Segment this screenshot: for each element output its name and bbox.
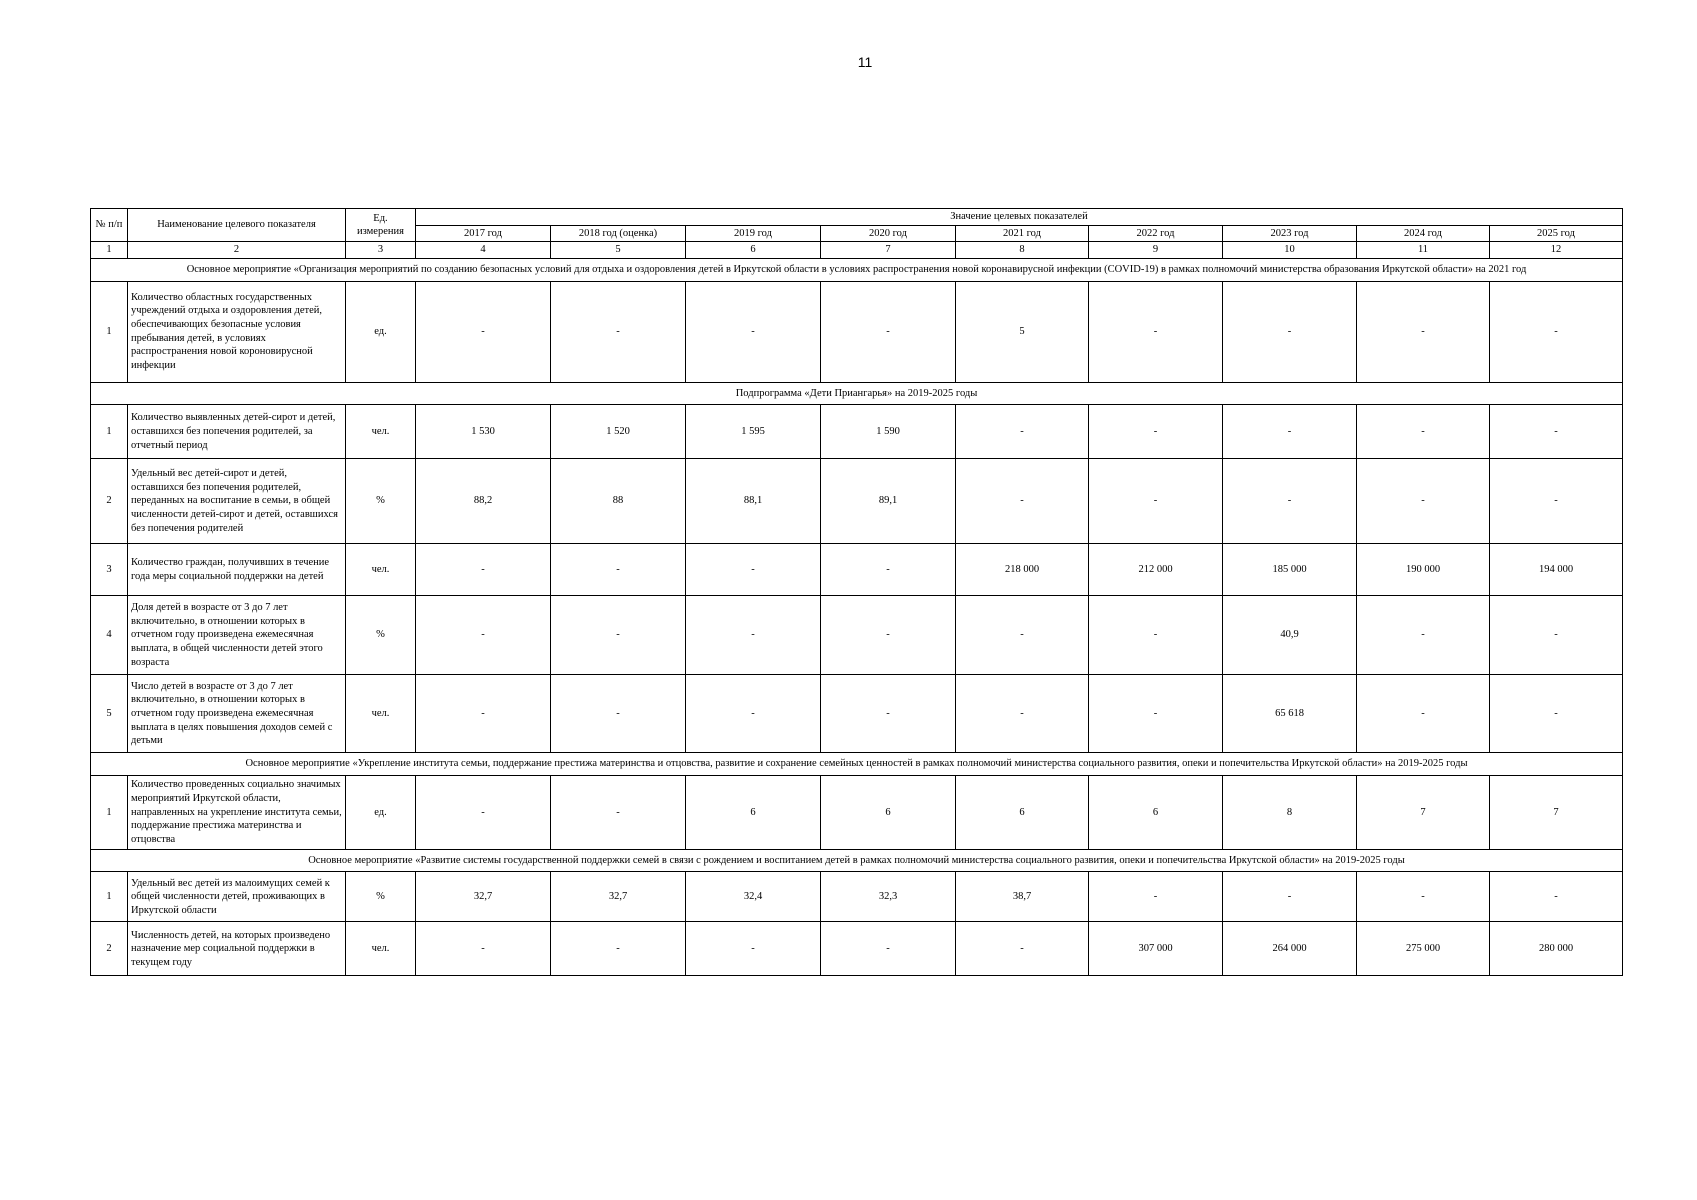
column-number: 8 (956, 242, 1089, 259)
year-value: 275 000 (1357, 922, 1490, 976)
table-row (91, 544, 1623, 596)
row-number: 1 (91, 405, 128, 459)
year-value: 1 590 (821, 405, 956, 459)
year-value: - (956, 405, 1089, 459)
section-title: Подпрограмма «Дети Приангарья» на 2019-2025 годы (91, 382, 1623, 405)
indicator-name: Количество выявленных детей-сирот и детей, оставшихся без попечения родителей, за отчетный период (128, 405, 346, 459)
table-row (91, 281, 1623, 382)
year-value: 194 000 (1490, 544, 1623, 596)
unit-of-measure: % (346, 872, 416, 922)
year-value: 280 000 (1490, 922, 1623, 976)
row-number: 2 (91, 459, 128, 544)
year-value: 185 000 (1223, 544, 1357, 596)
table-row (91, 596, 1623, 675)
year-value: - (551, 922, 686, 976)
year-value: 6 (1089, 775, 1223, 849)
row-number: 1 (91, 775, 128, 849)
column-number: 4 (416, 242, 551, 259)
year-value: 7 (1490, 775, 1623, 849)
year-value: - (956, 596, 1089, 675)
header-values: Значение целевых показателей (416, 209, 1623, 226)
indicator-name: Количество областных государственных учреждений отдыха и оздоровления детей, обеспечивающих безопасные условия пребывания детей, в условиях распространения новой короновирусной инфекции (128, 281, 346, 382)
year-value: - (1357, 675, 1490, 753)
year-value: 264 000 (1223, 922, 1357, 976)
year-value: 65 618 (1223, 675, 1357, 753)
header-name: Наименование целевого показателя (128, 209, 346, 242)
section-row (91, 382, 1623, 405)
header-unit: Ед. измерения (346, 209, 416, 242)
year-header: 2020 год (821, 225, 956, 242)
year-value: - (1223, 281, 1357, 382)
year-value: - (686, 596, 821, 675)
year-value: - (821, 596, 956, 675)
year-header: 2017 год (416, 225, 551, 242)
year-value: 1 530 (416, 405, 551, 459)
year-value: - (1223, 405, 1357, 459)
year-value: - (551, 281, 686, 382)
column-number: 1 (91, 242, 128, 259)
year-value: 32,7 (416, 872, 551, 922)
section-row (91, 849, 1623, 872)
year-value: - (1490, 459, 1623, 544)
year-header: 2023 год (1223, 225, 1357, 242)
column-number: 7 (821, 242, 956, 259)
year-value: - (551, 544, 686, 596)
year-value: 1 595 (686, 405, 821, 459)
indicator-name: Количество граждан, получивших в течение года меры социальной поддержки на детей (128, 544, 346, 596)
year-value: 89,1 (821, 459, 956, 544)
unit-of-measure: чел. (346, 544, 416, 596)
year-value: - (821, 675, 956, 753)
year-value: - (1089, 675, 1223, 753)
column-number: 2 (128, 242, 346, 259)
unit-of-measure: чел. (346, 922, 416, 976)
unit-of-measure: ед. (346, 775, 416, 849)
table-row (91, 675, 1623, 753)
year-value: 32,4 (686, 872, 821, 922)
year-value: - (1490, 596, 1623, 675)
table-row (91, 922, 1623, 976)
year-value: - (821, 544, 956, 596)
table-row (91, 459, 1623, 544)
year-header: 2021 год (956, 225, 1089, 242)
year-header: 2019 год (686, 225, 821, 242)
year-value: 32,7 (551, 872, 686, 922)
column-number: 12 (1490, 242, 1623, 259)
year-value: 38,7 (956, 872, 1089, 922)
year-value: - (686, 544, 821, 596)
unit-of-measure: чел. (346, 405, 416, 459)
unit-of-measure: % (346, 459, 416, 544)
year-value: 5 (956, 281, 1089, 382)
year-value: 88,1 (686, 459, 821, 544)
year-value: 8 (1223, 775, 1357, 849)
year-value: - (821, 922, 956, 976)
indicator-name: Численность детей, на которых произведено назначение мер социальной поддержки в текущем году (128, 922, 346, 976)
year-value: - (1089, 872, 1223, 922)
year-value: - (1089, 459, 1223, 544)
year-header: 2018 год (оценка) (551, 225, 686, 242)
indicator-name: Число детей в возрасте от 3 до 7 лет включительно, в отношении которых в отчетном году произведена ежемесячная выплата в целях повышения доходов семей с детьми (128, 675, 346, 753)
year-value: - (1357, 596, 1490, 675)
year-value: 6 (821, 775, 956, 849)
section-title: Основное мероприятие «Организация мероприятий по созданию безопасных условий для отдыха и оздоровления детей в Иркутской области в условиях распространения новой коронавирусной инфекции (COVID-19) в рамках полномочий министерства образования Иркутской области» на 2021 год (91, 258, 1623, 281)
year-value: - (1223, 459, 1357, 544)
year-value: 6 (956, 775, 1089, 849)
year-value: - (1089, 281, 1223, 382)
year-header: 2022 год (1089, 225, 1223, 242)
year-value: - (956, 922, 1089, 976)
year-value: 88,2 (416, 459, 551, 544)
year-value: - (686, 922, 821, 976)
row-number: 5 (91, 675, 128, 753)
row-number: 1 (91, 872, 128, 922)
indicator-name: Удельный вес детей из малоимущих семей к общей численности детей, проживающих в Иркутской области (128, 872, 346, 922)
year-value: - (1490, 405, 1623, 459)
indicator-name: Количество проведенных социально значимых мероприятий Иркутской области, направленных на укрепление института семьи, поддержание престижа материнства и отцовства (128, 775, 346, 849)
section-title: Основное мероприятие «Укрепление института семьи, поддержание престижа материнства и отцовства, развитие и сохранение семейных ценностей в рамках полномочий министерства социального развития, опеки и попечительства Иркутской области» на 2019-2025 годы (91, 753, 1623, 776)
header-num: № п/п (91, 209, 128, 242)
year-value: 40,9 (1223, 596, 1357, 675)
year-value: - (416, 775, 551, 849)
column-number: 3 (346, 242, 416, 259)
year-value: 88 (551, 459, 686, 544)
year-value: - (1490, 872, 1623, 922)
table-row (91, 872, 1623, 922)
year-value: - (1357, 405, 1490, 459)
year-value: - (956, 459, 1089, 544)
section-title: Основное мероприятие «Развитие системы государственной поддержки семей в связи с рождением и воспитанием детей в рамках полномочий министерства социального развития, опеки и попечительства Иркутской области» на 2019-2025 годы (91, 849, 1623, 872)
unit-of-measure: % (346, 596, 416, 675)
column-number: 6 (686, 242, 821, 259)
year-value: 32,3 (821, 872, 956, 922)
row-number: 4 (91, 596, 128, 675)
column-number: 11 (1357, 242, 1490, 259)
year-value: - (1490, 675, 1623, 753)
row-number: 1 (91, 281, 128, 382)
year-value: 218 000 (956, 544, 1089, 596)
section-row (91, 258, 1623, 281)
year-header: 2024 год (1357, 225, 1490, 242)
table-body (91, 258, 1623, 976)
column-numbers-row (91, 242, 1623, 259)
year-value: 1 520 (551, 405, 686, 459)
year-value: 6 (686, 775, 821, 849)
year-value: - (1223, 872, 1357, 922)
year-value: - (821, 281, 956, 382)
year-value: - (686, 675, 821, 753)
year-value: 7 (1357, 775, 1490, 849)
year-value: - (416, 596, 551, 675)
year-value: - (416, 544, 551, 596)
unit-of-measure: чел. (346, 675, 416, 753)
year-header: 2025 год (1490, 225, 1623, 242)
year-value: - (1490, 281, 1623, 382)
section-row (91, 753, 1623, 776)
page-number: 11 (857, 54, 873, 70)
year-value: - (416, 281, 551, 382)
year-value: 212 000 (1089, 544, 1223, 596)
year-value: - (686, 281, 821, 382)
row-number: 3 (91, 544, 128, 596)
year-value: - (956, 675, 1089, 753)
year-value: - (1089, 405, 1223, 459)
indicator-name: Доля детей в возрасте от 3 до 7 лет включительно, в отношении которых в отчетном году произведена ежемесячная выплата, в общей численности детей этого возраста (128, 596, 346, 675)
table-row (91, 405, 1623, 459)
year-value: - (416, 675, 551, 753)
year-value: - (551, 675, 686, 753)
year-value: 307 000 (1089, 922, 1223, 976)
year-value: - (1357, 281, 1490, 382)
table-row (91, 775, 1623, 849)
year-value: 190 000 (1357, 544, 1490, 596)
column-number: 10 (1223, 242, 1357, 259)
column-number: 9 (1089, 242, 1223, 259)
column-number: 5 (551, 242, 686, 259)
year-value: - (416, 922, 551, 976)
year-value: - (1089, 596, 1223, 675)
row-number: 2 (91, 922, 128, 976)
year-value: - (551, 775, 686, 849)
unit-of-measure: ед. (346, 281, 416, 382)
year-value: - (1357, 459, 1490, 544)
indicator-name: Удельный вес детей-сирот и детей, оставшихся без попечения родителей, переданных на воспитание в семьи, в общей численности детей-сирот и детей, оставшихся без попечения родителей (128, 459, 346, 544)
year-value: - (551, 596, 686, 675)
year-value: - (1357, 872, 1490, 922)
target-indicators-table (90, 208, 1623, 976)
